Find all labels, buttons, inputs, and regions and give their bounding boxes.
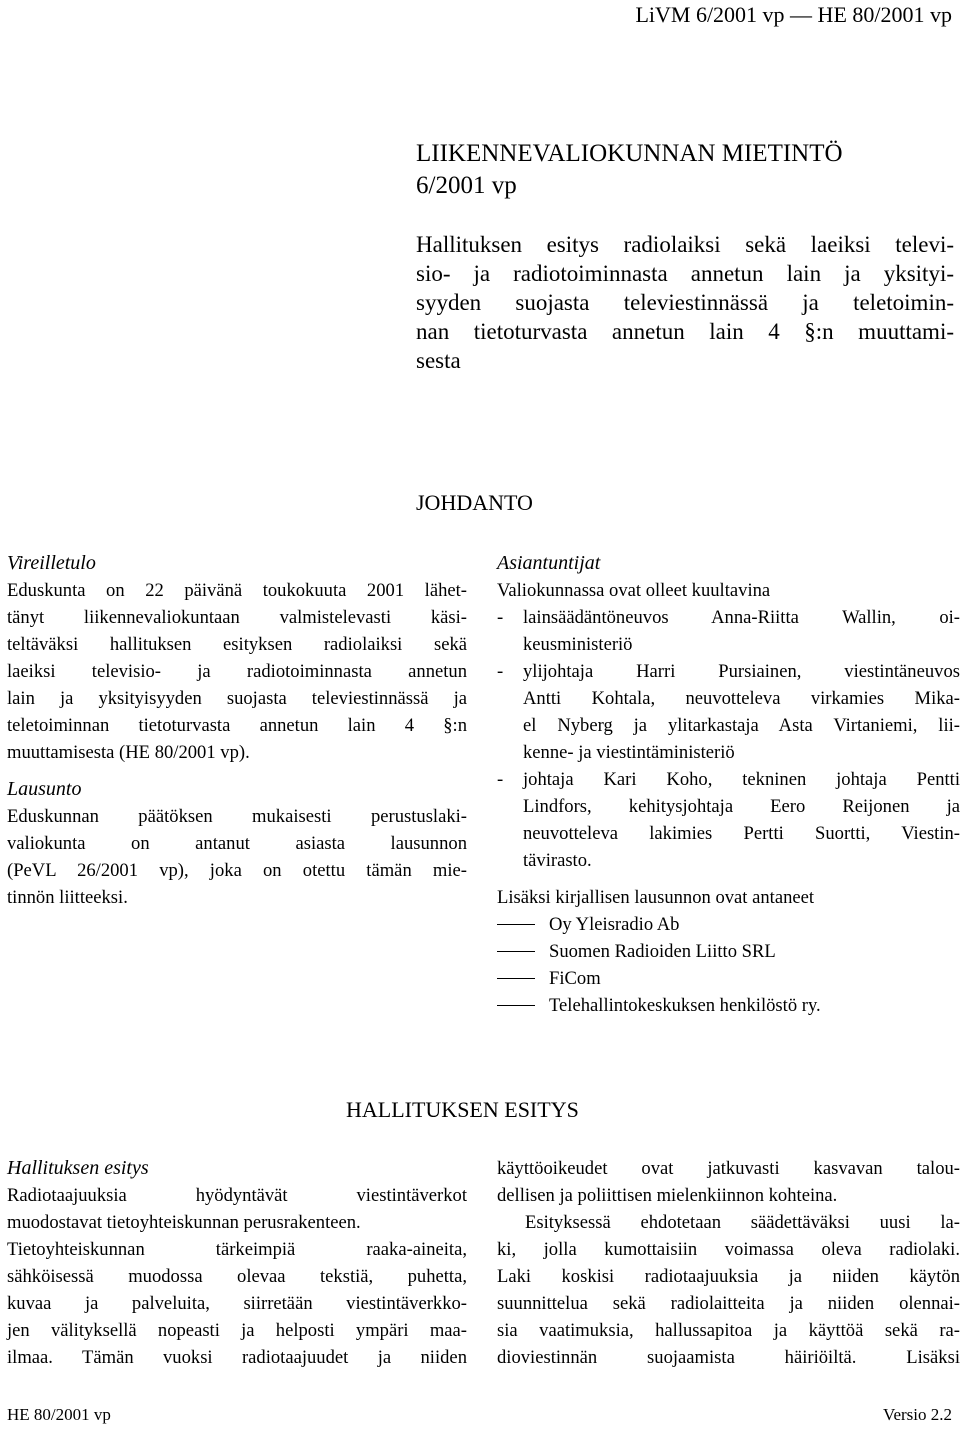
organization-item: [497, 938, 960, 965]
proposal-left-column: [7, 1155, 467, 1371]
subject-line: Hallituksen esitys radiolaiksi sekä laeiksi televi-: [416, 232, 954, 257]
subheading-vireilletulo: Vireilletulo: [7, 552, 96, 574]
subheading-lausunto: Lausunto: [7, 778, 82, 800]
organization-item: [497, 911, 960, 938]
written-statements-list: [497, 911, 960, 1019]
text-line: keusministeriö: [523, 634, 633, 655]
expert-list-item: [497, 766, 960, 874]
text-line: Eduskunnan päätöksen mukaisesti perustuslaki-: [7, 806, 467, 827]
subheading-asiantuntijat: Asiantuntijat: [497, 552, 601, 574]
list-dash: -: [497, 661, 504, 682]
text-line: muuttamisesta (HE 80/2001 vp).: [7, 742, 250, 763]
text-line: tänyt liikennevaliokuntaan valmistelevasti käsi-: [7, 607, 467, 628]
text-line: el Nyberg ja ylitarkastaja Asta Virtaniemi, lii-: [523, 715, 960, 736]
organization-name: Suomen Radioiden Liitto SRL: [549, 941, 776, 962]
em-dash-rule: [497, 978, 535, 979]
text-line: Radiotaajuuksia hyödyntävät viestintäverkot: [7, 1185, 467, 1206]
paragraph-proposal-right-1: [497, 1155, 960, 1209]
subject-line: nan tietoturvasta annetun lain 4 §:n muuttami-: [416, 319, 954, 344]
organization-name: FiCom: [549, 968, 601, 989]
organization-item: [497, 965, 960, 992]
report-title-line-1: LIIKENNEVALIOKUNNAN MIETINTÖ: [416, 140, 843, 167]
text-line: dioviestinnän suojaamista häiriöiltä. Lisäksi: [497, 1347, 960, 1368]
report-title-line-2: 6/2001 vp: [416, 172, 517, 199]
subject-line: sio- ja radiotoiminnasta annetun lain ja yksityi-: [416, 261, 954, 286]
text-line: Antti Kohtala, neuvotteleva virkamies Mika-: [523, 688, 960, 709]
text-line: lain ja yksityisyyden suojasta televiestinnässä ja: [7, 688, 467, 709]
running-header: LiVM 6/2001 vp — HE 80/2001 vp: [635, 2, 952, 27]
expert-list-item: [497, 658, 960, 766]
list-dash: -: [497, 607, 504, 628]
expert-list-item: [497, 604, 960, 658]
em-dash-rule: [497, 1005, 535, 1006]
text-line: ilmaa. Tämän vuoksi radiotaajuudet ja niiden: [7, 1347, 467, 1368]
paragraph-proposal-right-2: [497, 1209, 960, 1371]
text-line: tinnön liitteeksi.: [7, 887, 128, 908]
list-dash: -: [497, 769, 504, 790]
paragraph-lausunto: [7, 803, 467, 911]
text-line: neuvotteleva lakimies Pertti Suortti, Viestin-: [523, 823, 960, 844]
organization-name: Oy Yleisradio Ab: [549, 914, 680, 935]
section-heading-johdanto: JOHDANTO: [416, 490, 533, 515]
organization-name: Telehallintokeskuksen henkilöstö ry.: [549, 995, 821, 1016]
subject-line: sesta: [416, 348, 461, 373]
report-subject: [416, 230, 954, 375]
text-line: tävirasto.: [523, 850, 592, 871]
text-line: Esityksessä ehdotetaan säädettäväksi uusi la-: [525, 1212, 960, 1233]
subheading-hallituksen-esitys: Hallituksen esitys: [7, 1157, 149, 1179]
proposal-right-column: [497, 1155, 960, 1371]
text-line: laeiksi televisio- ja radiotoiminnasta annetun: [7, 661, 467, 682]
text-line: lainsäädäntöneuvos Anna-Riitta Wallin, oi-: [523, 607, 960, 628]
intro-right-column: [497, 550, 960, 1019]
em-dash-rule: [497, 951, 535, 952]
text-line: kuvaa ja palveluita, siirretään viestintäverkko-: [7, 1293, 467, 1314]
text-line: muodostavat tietoyhteiskunnan perusrakenteen.: [7, 1212, 361, 1233]
text-line: dellisen ja poliittisen mielenkiinnon kohteina.: [497, 1185, 838, 1206]
footer-document-id: HE 80/2001 vp: [7, 1405, 111, 1424]
text-line: johtaja Kari Koho, tekninen johtaja Pentti: [523, 769, 960, 790]
text-line: Lindfors, kehitysjohtaja Eero Reijonen ja: [523, 796, 960, 817]
text-line: teletoiminnan tietoturvasta annetun lain 4 §:n: [7, 715, 467, 736]
intro-left-column: [7, 550, 467, 911]
text-line: Tietoyhteiskunnan tärkeimpiä raaka-aineita,: [7, 1239, 467, 1260]
subject-line: syyden suojasta televiestinnässä ja teletoimin-: [416, 290, 954, 315]
report-title: [416, 138, 843, 202]
text-line: käyttöoikeudet ovat jatkuvasti kasvavan talou-: [497, 1158, 960, 1179]
paragraph-proposal-left: [7, 1182, 467, 1371]
text-line: kenne- ja viestintäministeriö: [523, 742, 735, 763]
written-statements-intro: Lisäksi kirjallisen lausunnon ovat antaneet: [497, 887, 815, 908]
paragraph-vireilletulo: [7, 577, 467, 766]
footer-version: Versio 2.2: [883, 1405, 952, 1424]
text-line: sähköisessä muodossa olevaa tekstiä, puhetta,: [7, 1266, 467, 1287]
experts-intro: Valiokunnassa ovat olleet kuultavina: [497, 580, 771, 601]
text-line: Eduskunta on 22 päivänä toukokuuta 2001 lähet-: [7, 580, 467, 601]
organization-item: [497, 992, 960, 1019]
text-line: sia vaatimuksia, hallussapitoa ja käyttöä sekä ra-: [497, 1320, 960, 1341]
text-line: (PeVL 26/2001 vp), joka on otettu tämän mie-: [7, 860, 467, 881]
em-dash-rule: [497, 924, 535, 925]
text-line: suunnittelua sekä radiolaitteita ja niiden olennai-: [497, 1293, 960, 1314]
text-line: teltäväksi hallituksen esityksen radiolaiksi sekä: [7, 634, 467, 655]
text-line: ylijohtaja Harri Pursiainen, viestintäneuvos: [523, 661, 960, 682]
text-line: jen välityksellä nopeasti ja helposti ympäri maa-: [7, 1320, 467, 1341]
section-heading-hallituksen-esitys: HALLITUKSEN ESITYS: [346, 1097, 579, 1122]
text-line: ki, jolla kumottaisiin voimassa oleva radiolaki.: [497, 1239, 960, 1260]
text-line: valiokunta on antanut asiasta lausunnon: [7, 833, 467, 854]
text-line: Laki koskisi radiotaajuuksia ja niiden käytön: [497, 1266, 960, 1287]
